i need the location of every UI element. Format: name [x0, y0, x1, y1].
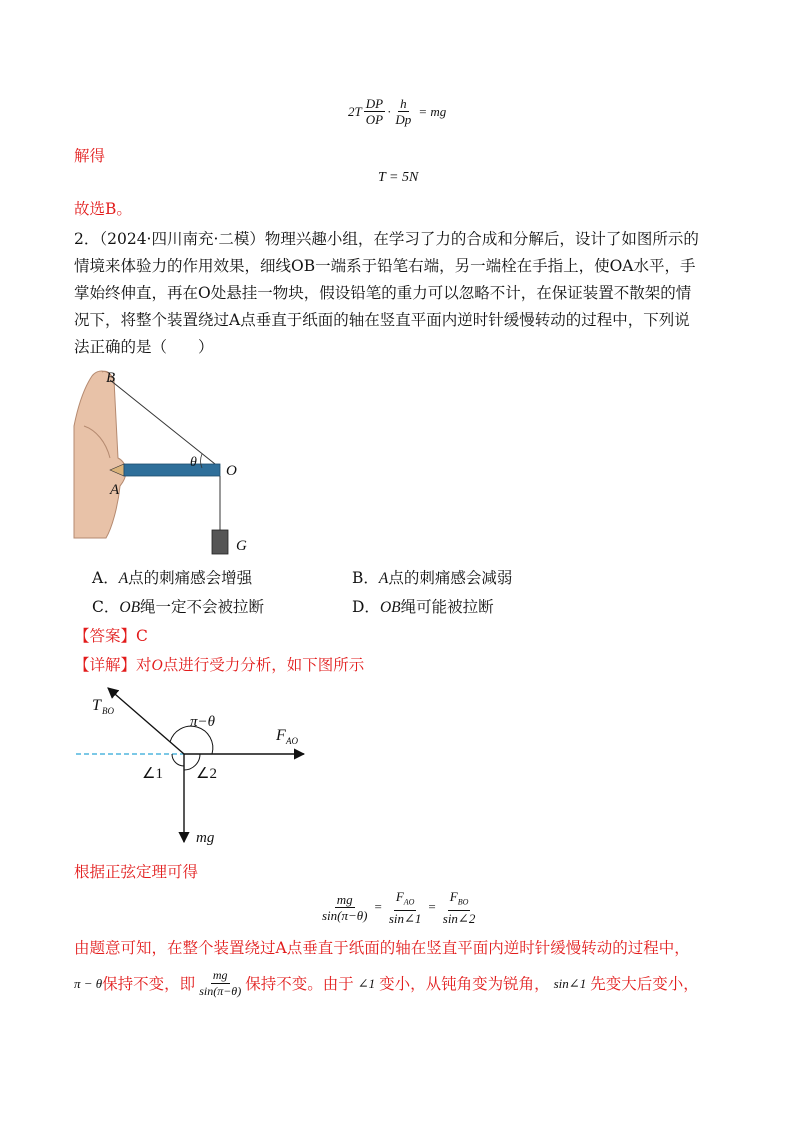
option-d-key: D．	[352, 598, 380, 616]
equation-3: $\frac{mg}{\sin(\pi-\theta)}$ = $\frac{F_{AO}}{\sin\angle 1}$ = $\frac{F_{BO}}{\sin\angle 2}$	[322, 889, 476, 926]
label-g: G	[236, 538, 247, 554]
option-c-text: 绳一定不会被拉断	[140, 598, 265, 616]
solve-label: 解得	[74, 147, 106, 165]
conclusion-text-b: 保持不变，即	[102, 974, 196, 993]
option-c-var: OB	[119, 599, 141, 616]
label-theta: θ	[190, 455, 197, 470]
detail-text-post: 点进行受力分析，如下图所示	[162, 656, 365, 674]
eq1-f1-den: OP	[365, 112, 384, 127]
label-o: O	[226, 463, 237, 479]
conclusion-text-e: 变小，从钝角变为锐角，	[379, 974, 550, 993]
answer-label: 【答案】	[74, 627, 137, 645]
eq3-d2: sin∠1	[388, 910, 422, 926]
eq3-n3-sub: BO	[457, 897, 469, 907]
label-a: A	[110, 482, 120, 498]
figure-force-diagram	[72, 680, 322, 860]
label-f: F	[276, 727, 286, 744]
eq3-n2: F	[395, 889, 404, 904]
conclusion-text-c: 保持不变。由于	[245, 974, 354, 993]
conclusion-pi-theta: π − θ	[74, 975, 103, 991]
hand-shape	[74, 371, 126, 538]
label-b: B	[106, 370, 116, 386]
eq1-dot: ·	[387, 103, 392, 119]
question-line-1: 2．（2024·四川南充·二模）物理兴趣小组，在学习了力的合成和分解后，设计了如图所示的	[74, 230, 699, 248]
question-block	[74, 226, 734, 361]
label-angle2: ∠2	[196, 766, 217, 782]
eq3-n1: mg	[336, 891, 353, 907]
conclusion-line-1: 由题意可知，在整个装置绕过A点垂直于纸面的轴在竖直平面内逆时针缓慢转动的过程中，	[74, 939, 690, 957]
label-t: T	[92, 697, 101, 714]
option-a	[92, 568, 252, 589]
eq1-rhs: = mg	[418, 103, 447, 119]
eq3-n3: F	[449, 889, 458, 904]
option-b-var: A	[378, 570, 389, 587]
detail-var: O	[151, 657, 163, 674]
detail-line	[74, 655, 364, 676]
equation-2: T = 5N	[378, 170, 419, 185]
option-c-key: C．	[92, 598, 120, 616]
sine-label: 根据正弦定理可得	[74, 863, 199, 881]
conclusion-frac-den: sin(π−θ)	[199, 984, 242, 998]
option-a-var: A	[118, 570, 129, 587]
arc-angle1	[172, 754, 184, 766]
eq1-f1-num: DP	[365, 96, 384, 111]
option-b	[352, 568, 512, 589]
conclusion-angle1: ∠1	[357, 975, 376, 991]
conclusion-text-g: 先变大后变小，	[590, 974, 699, 993]
eq1-f2-num: h	[400, 96, 407, 111]
option-b-text: 点的刺痛感会减弱	[388, 569, 513, 587]
eq3-d1: sin(π−θ)	[322, 907, 368, 923]
option-d-text: 绳可能被拉断	[400, 598, 494, 616]
question-line-3: 掌始终伸直，再在O处悬挂一物块，假设铅笔的重力可以忽略不计，在保证装置不散架的情	[74, 284, 692, 302]
option-c	[92, 597, 264, 618]
label-pi-theta: π−θ	[190, 714, 216, 730]
option-b-key: B．	[352, 569, 379, 587]
question-line-2: 情境来体验力的作用效果，细线OB一端系于铅笔右端，另一端栓在手指上，使OA水平，手	[74, 257, 696, 275]
option-d	[352, 597, 494, 618]
eq3-d3: sin∠2	[442, 910, 476, 926]
eq1-coef: 2T	[348, 103, 362, 119]
label-angle1: ∠1	[142, 766, 163, 782]
arrow-t-bo	[108, 688, 184, 754]
question-line-4: 况下，将整个装置绕过A点垂直于纸面的轴在竖直平面内逆时针缓慢转动的过程中，下列说	[74, 311, 690, 329]
conclusion-line-2	[74, 968, 699, 999]
arc-pi-theta	[170, 726, 213, 754]
detail-text-pre: 对	[136, 656, 152, 674]
conclusion-frac-num: mg	[212, 968, 228, 982]
weight-block	[212, 530, 228, 554]
question-line-5: 法正确的是（ ）	[74, 338, 214, 356]
label-mg: mg	[196, 830, 215, 846]
detail-label: 【详解】	[74, 656, 137, 674]
equation-1	[348, 96, 446, 127]
answer-value: C	[136, 627, 148, 645]
label-t-sub: BO	[102, 706, 114, 716]
eq3-n2-sub: AO	[403, 897, 415, 907]
answer-line	[74, 626, 148, 646]
label-f-sub: AO	[286, 736, 298, 746]
pencil-body	[124, 464, 220, 476]
choose-line: 故选B。	[74, 200, 132, 218]
option-a-text: 点的刺痛感会增强	[128, 569, 253, 587]
figure-hand-pencil	[72, 366, 272, 562]
option-a-key: A．	[92, 569, 119, 587]
option-d-var: OB	[379, 599, 401, 616]
eq1-f2-den: Dp	[395, 112, 412, 127]
conclusion-sin1: sin∠1	[553, 975, 587, 991]
string-ob	[110, 380, 220, 468]
